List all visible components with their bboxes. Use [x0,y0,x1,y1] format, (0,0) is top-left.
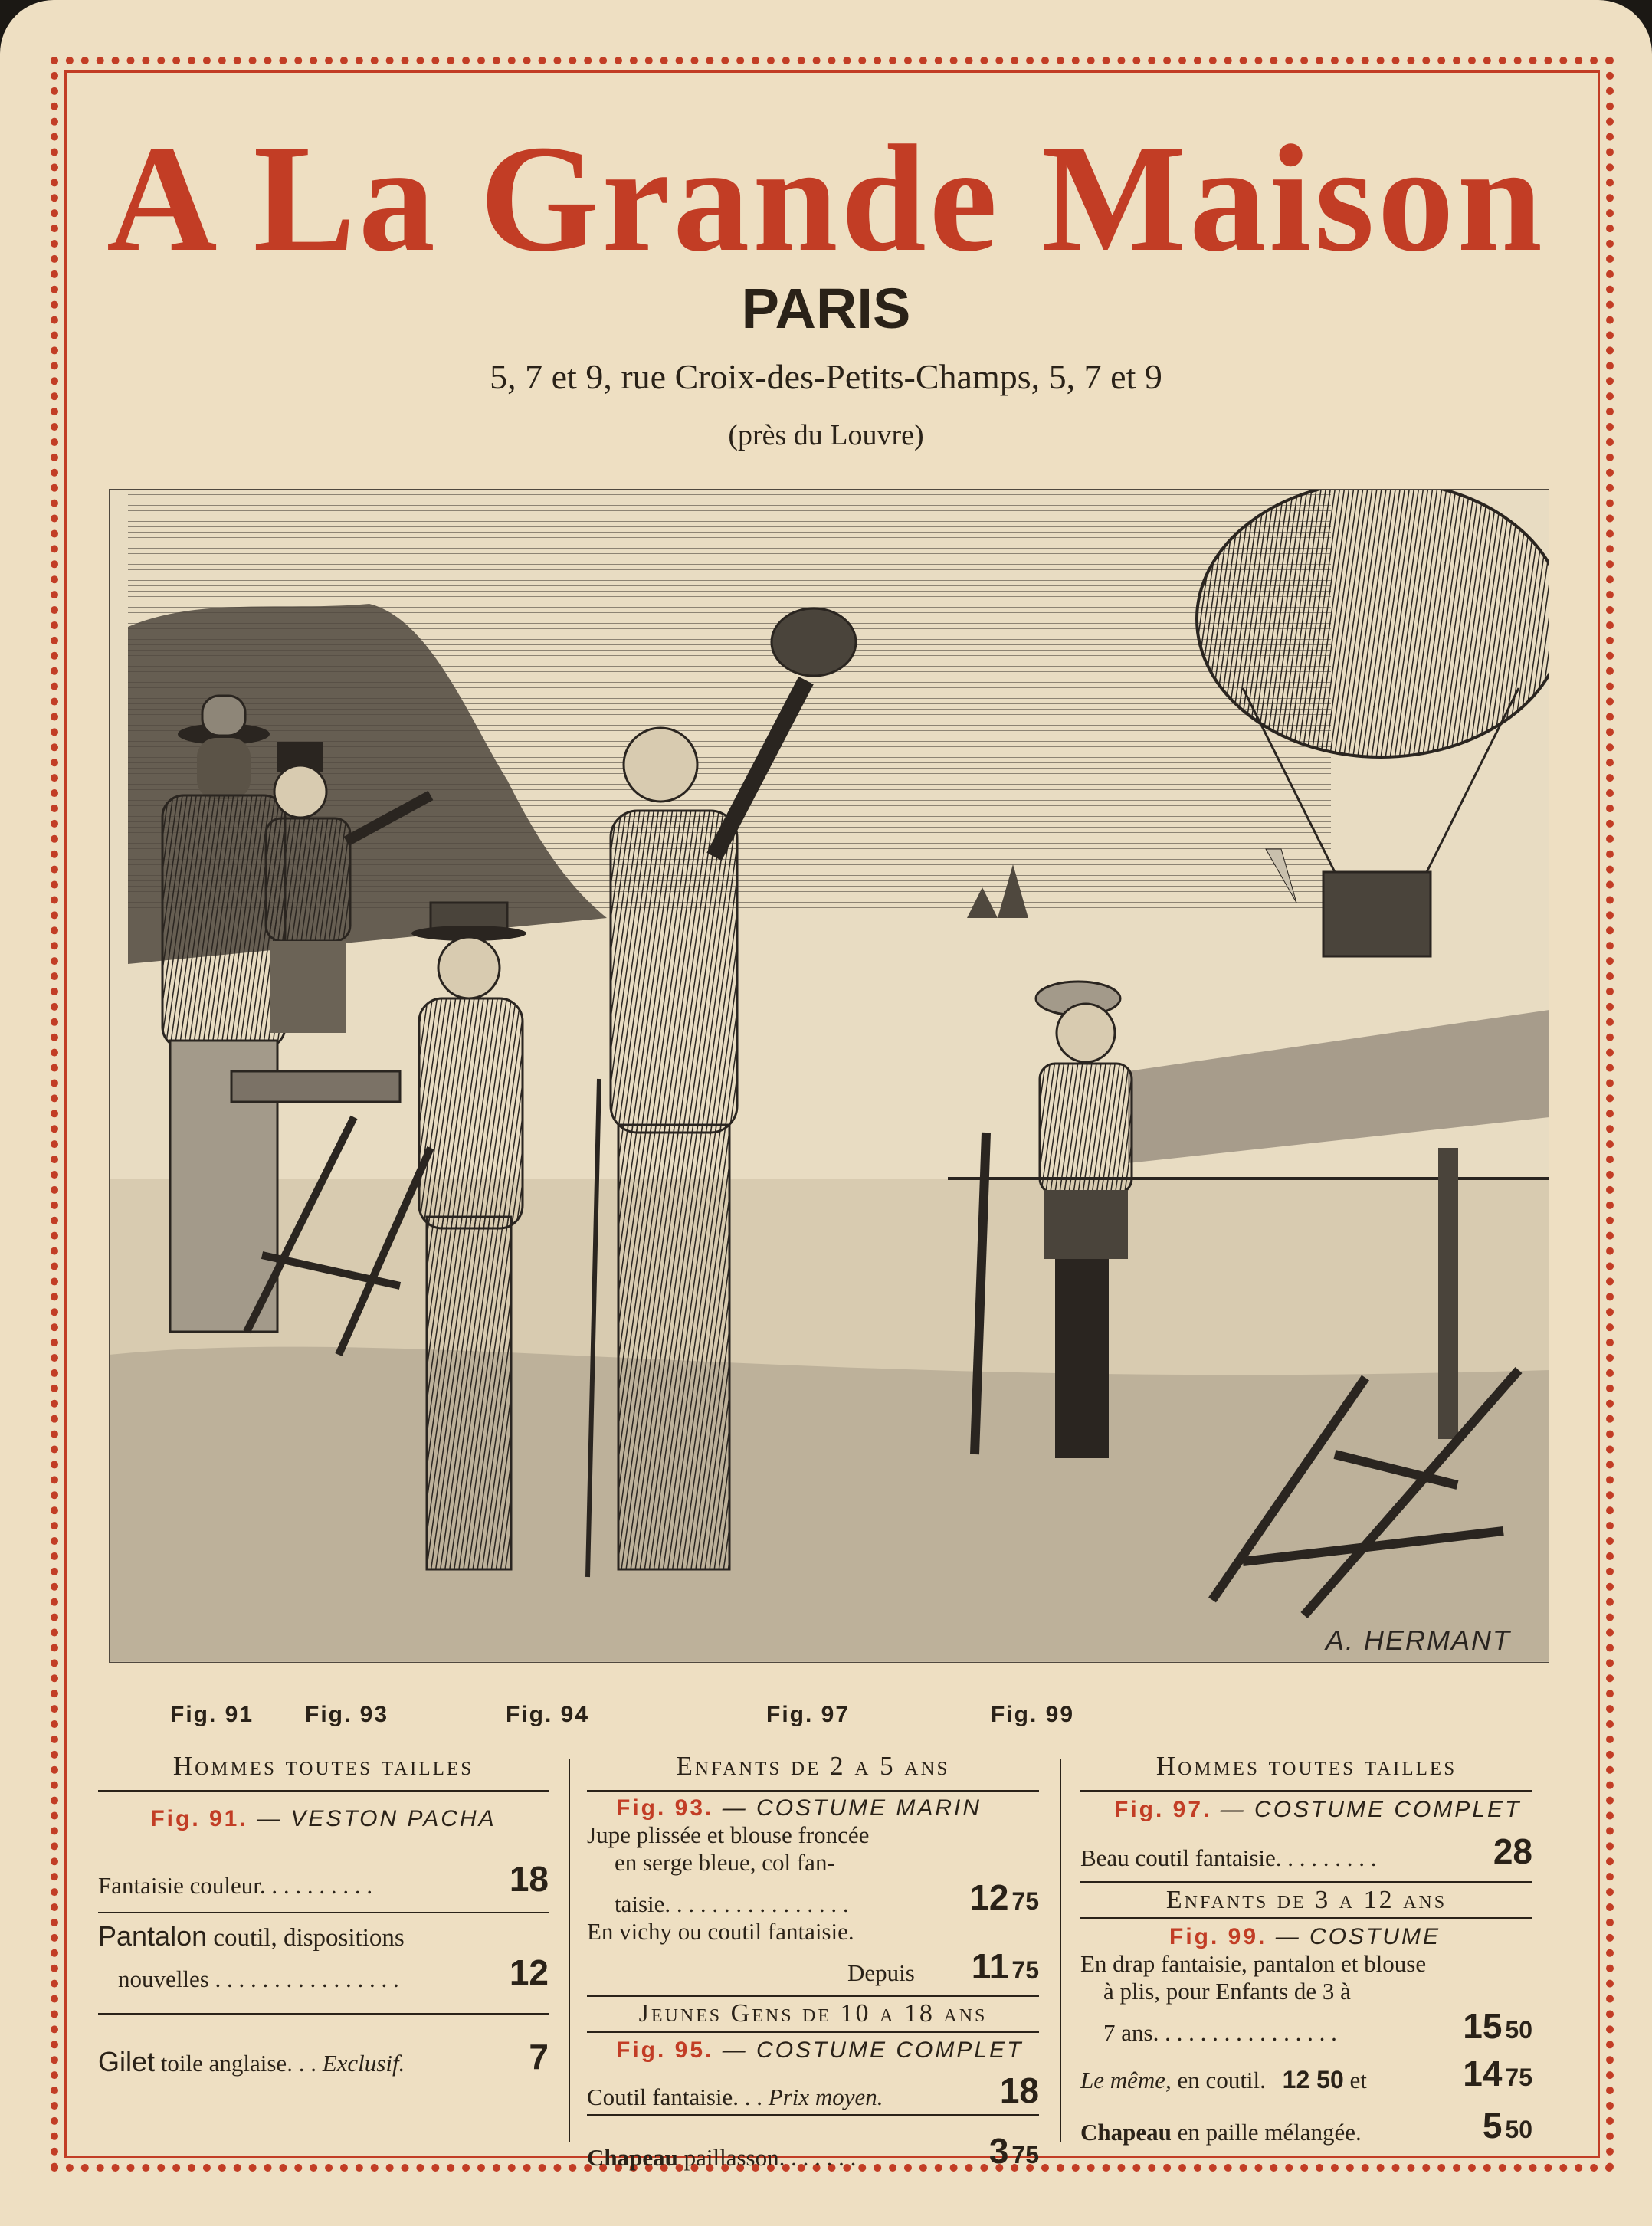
fig-number: Fig. 95. [616,2037,714,2063]
item-description: nouvelles . . . . . . . . . . . . . . . . [118,1965,399,1992]
price-row [587,2130,1039,2172]
item-price-cents: 75 [1505,2064,1532,2091]
section-heading: Hommes toutes tailles [1155,1751,1457,1781]
price-column-men [98,1747,549,2077]
item-price: 7 [529,2037,549,2077]
item-description: En drap fantaisie, pantalon et blouse [1080,1950,1427,1977]
item-price-cents: 75 [1011,1956,1039,1984]
item-price: 18 [509,1859,549,1899]
product-name: — COSTUME COMPLET [1220,1797,1522,1822]
product-name: — VESTON PACHA [257,1806,497,1831]
item-description: Jupe plissée et blouse froncée [587,1821,870,1848]
item-price: 28 [1493,1831,1532,1871]
fig-label-91: Fig. 91 [170,1702,254,1727]
fig-number: Fig. 93. [616,1795,714,1821]
item-price-cents: 50 [1505,2116,1532,2143]
product-name: — COSTUME [1275,1924,1441,1949]
item-description: 7 ans. . . . . . . . . . . . . . . . [1103,2019,1337,2046]
fig-93-title [587,1795,1039,1821]
fig-97-title [1080,1797,1532,1823]
item-price: 18 [999,2070,1039,2110]
item-price-cents: 75 [1011,1887,1039,1915]
item-description: Pantalon coutil, dispositions [98,1920,405,1952]
column-divider [1060,1759,1061,2142]
fig-99-title [1080,1924,1532,1950]
price-row [587,1877,1039,1918]
item-price: 12 [969,1877,1009,1917]
price-column-children [587,1747,1039,2172]
item-description: En vichy ou coutil fantaisie. [587,1918,854,1945]
section-heading: Enfants de 2 a 5 ans [676,1751,950,1781]
engraving-illustration [109,489,1549,1663]
price-row [587,1946,1039,1987]
item-price: 11 [971,1946,1009,1986]
column-divider [569,1759,570,2142]
ground-shadow [109,1347,1549,1663]
item-price: 12 [509,1952,549,1992]
figure-young-man-boater [411,903,526,1569]
fig-number: Fig. 91. [150,1806,248,1831]
engraver-signature: A. HERMANT [1325,1624,1511,1656]
item-price-cents: 75 [1011,2141,1039,2169]
fig-label-94: Fig. 94 [506,1702,590,1727]
price-row [98,2036,549,2077]
location-note: (près du Louvre) [728,419,924,451]
item-description: Gilet toile anglaise. . . Exclusif. [98,2046,405,2077]
price-row [1080,2005,1532,2047]
fig-number: Fig. 99. [1169,1924,1267,1949]
item-description: taisie. . . . . . . . . . . . . . . . [615,1890,849,1917]
fig-number: Fig. 97. [1114,1797,1212,1822]
fig-91-title [98,1806,549,1832]
fig-label-99: Fig. 99 [991,1702,1075,1727]
price-column-men-children [1080,1747,1532,2146]
section-heading: Enfants de 3 a 12 ans [1165,1886,1447,1914]
price-row [1080,2053,1532,2094]
fence-post [1438,1148,1458,1439]
item-price-cents: 50 [1505,2016,1532,2044]
price-row [1080,1831,1532,1872]
item-description: Fantaisie couleur. . . . . . . . . . [98,1872,373,1899]
item-description: Depuis [847,1959,915,1986]
item-description: Chapeau en paille mélangée. [1080,2119,1362,2146]
price-row [98,1858,549,1900]
product-name: — COSTUME COMPLET [722,2037,1024,2063]
item-price: 3 [988,2131,1009,2171]
price-row [98,1952,549,1993]
item-price: 5 [1482,2106,1503,2146]
item-description: Chapeau paillasson. . . . . . . [587,2144,857,2171]
item-description: à plis, pour Enfants de 3 à [1103,1978,1351,2005]
item-description: Beau coutil fantaisie. . . . . . . . . [1080,1844,1377,1871]
store-title: A La Grande Maison [107,114,1545,284]
section-heading: Jeunes Gens de 10 a 18 ans [638,1999,988,2028]
fig-95-title [587,2037,1039,2064]
item-description: en serge bleue, col fan- [615,1849,835,1876]
fig-label-93: Fig. 93 [305,1702,389,1727]
city-name: PARIS [741,277,911,340]
store-address: 5, 7 et 9, rue Croix-des-Petits-Champs, 5, 7 et 9 [490,357,1162,396]
item-description: Coutil fantaisie. . . Prix moyen. [587,2083,883,2110]
price-row [587,2070,1039,2111]
item-price: 14 [1463,2054,1503,2093]
item-description: Le même, en coutil. 12 50 et [1080,2066,1367,2093]
product-name: — COSTUME MARIN [722,1795,982,1821]
price-row [1080,2105,1532,2146]
item-price: 15 [1463,2006,1503,2046]
section-heading: Hommes toutes tailles [172,1751,474,1781]
fig-label-97: Fig. 97 [766,1702,851,1727]
